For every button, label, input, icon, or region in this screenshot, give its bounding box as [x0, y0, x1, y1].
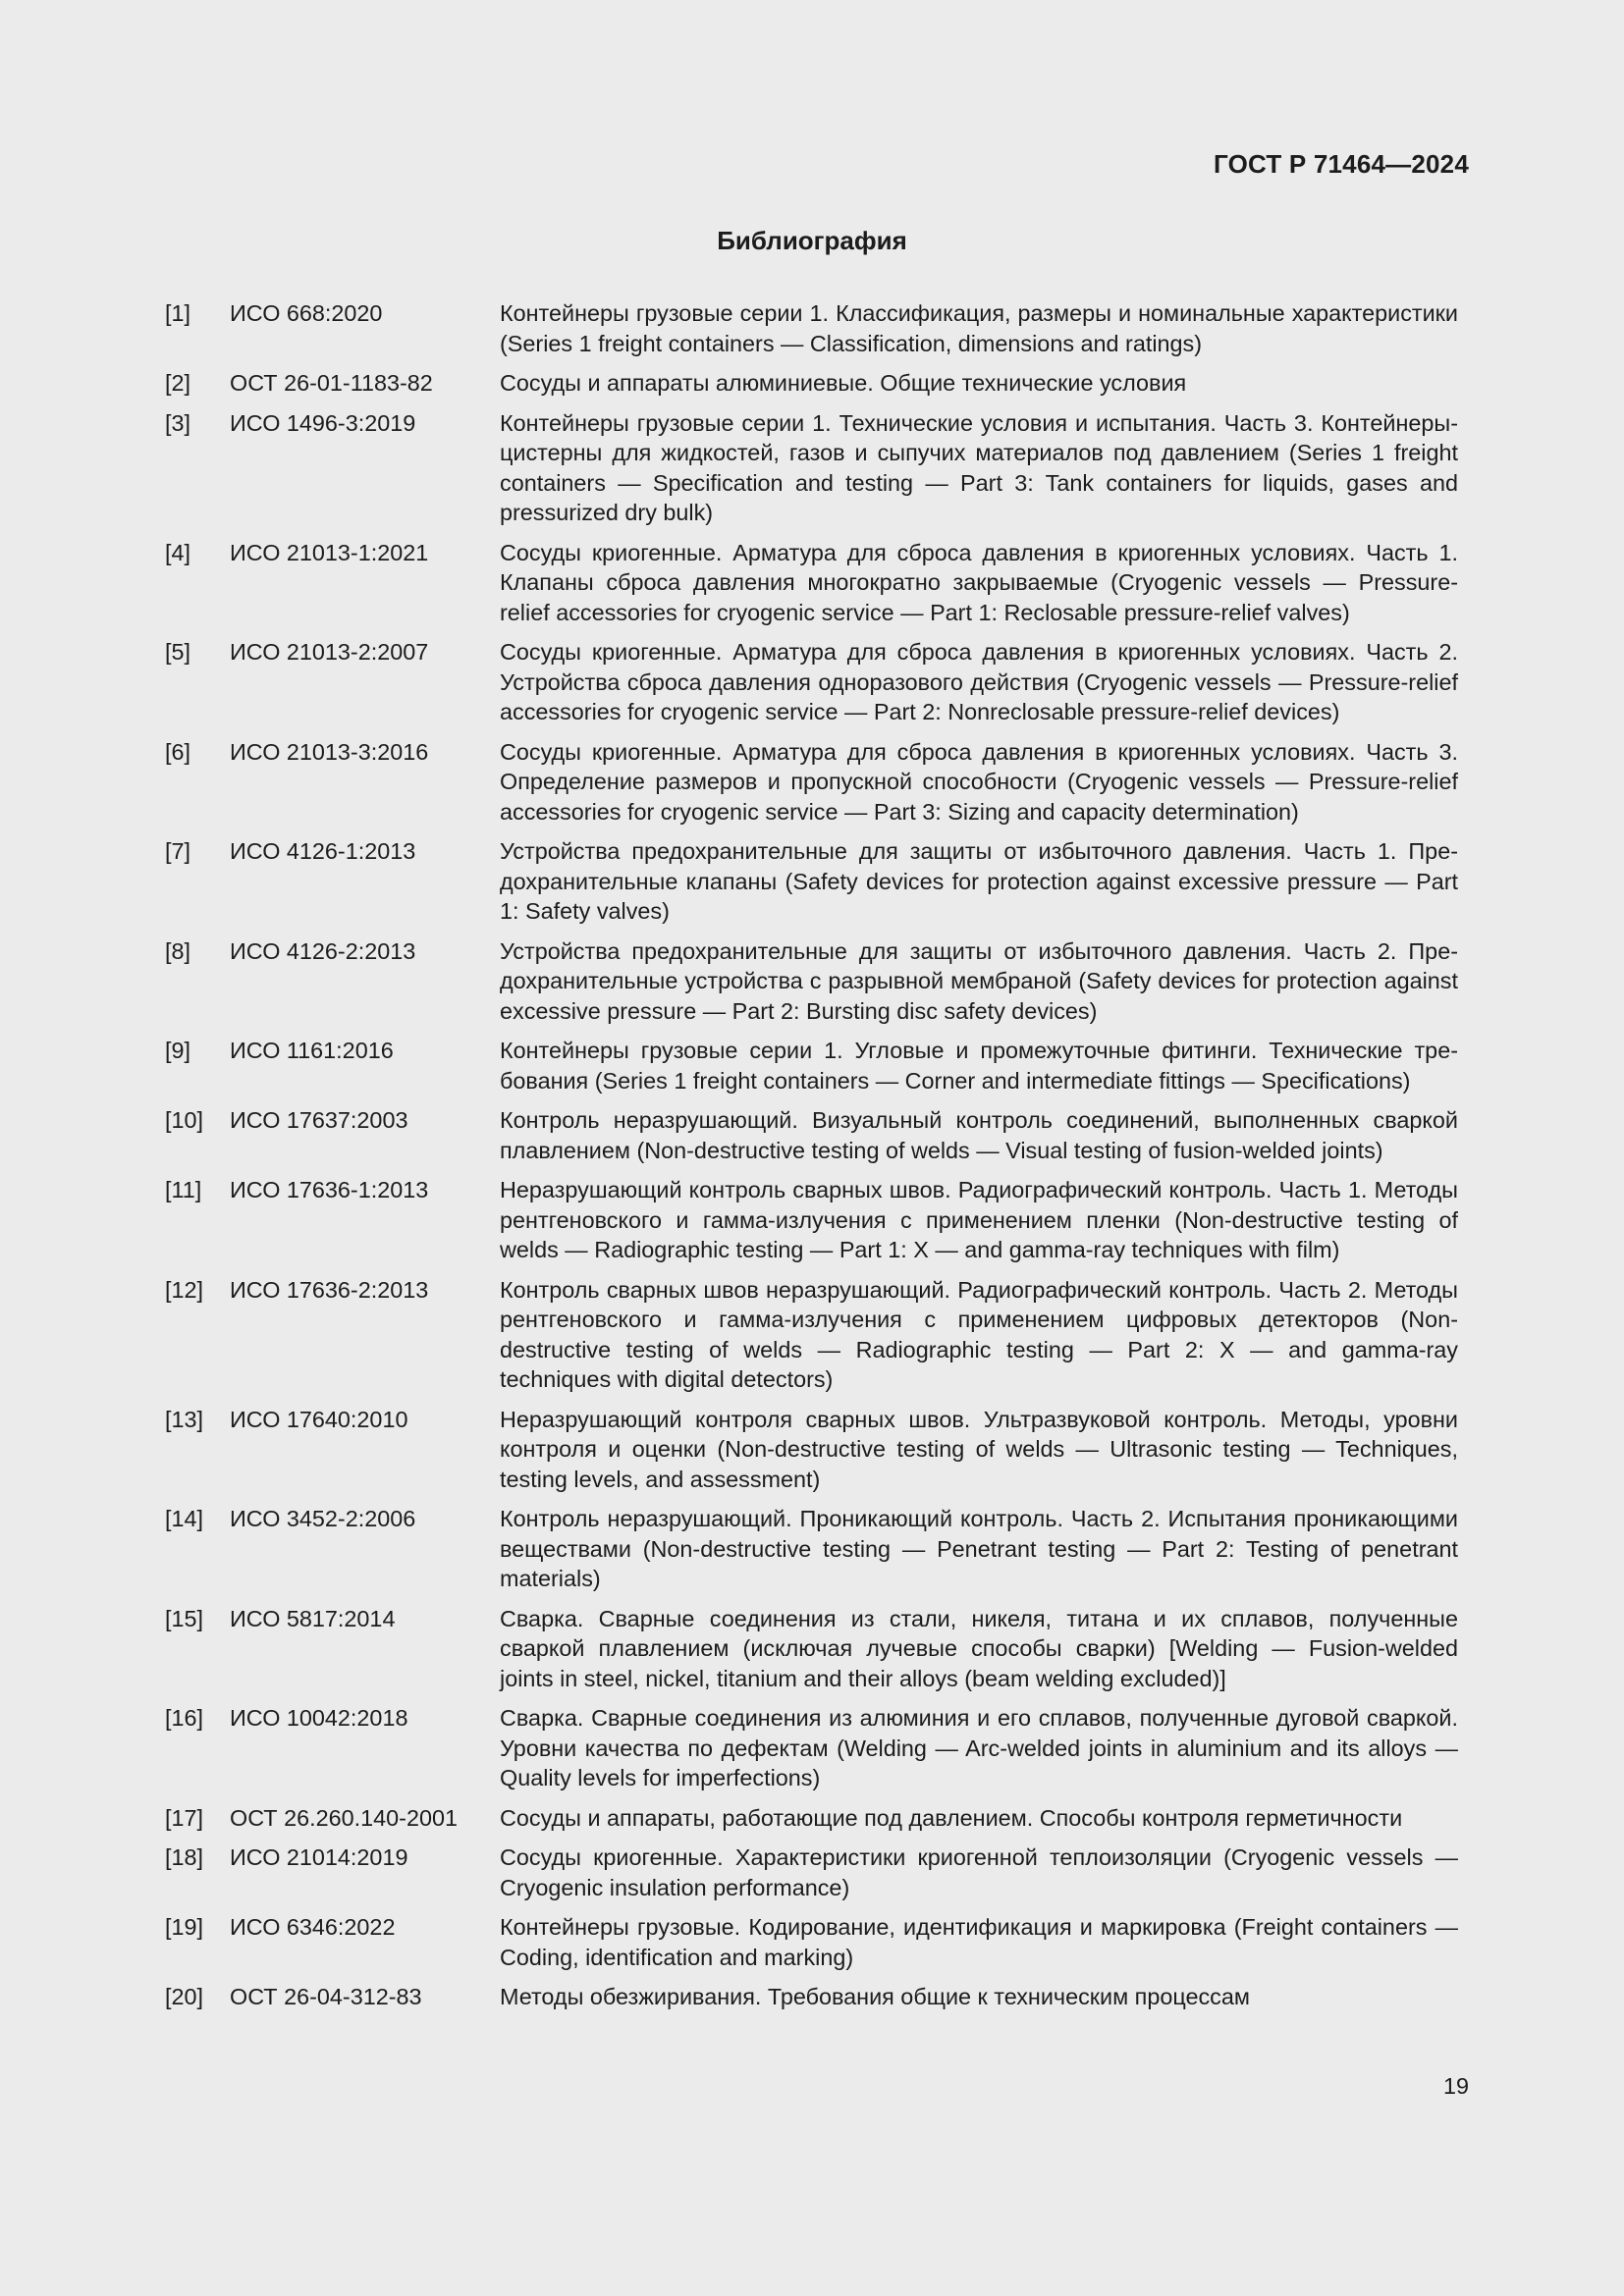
bibliography-entry	[165, 737, 1458, 828]
entry-standard-code: ИСО 668:2020	[230, 300, 383, 326]
entry-number: [14]	[165, 1506, 204, 1531]
entry-standard-code: ИСО 4126-1:2013	[230, 838, 416, 864]
entry-number: [17]	[165, 1804, 204, 1831]
entry-standard-code: ИСО 3452-2:2006	[230, 1506, 416, 1531]
entry-title: Устройства предохранительные для защиты от избыточного давления. Часть 1. Предохранительные клапаны (Safety devices for protection against excessive pressure — Part 1: Safety valves)	[500, 838, 1458, 924]
entry-title: Контейнеры грузовые серии 1. Технические условия и испытания. Часть 3. Контейнеры-цистерны для жидкостей, газов и сыпучих материалов под давлением (Series 1 freight containers — Specification and testing — Part 3: Tank containers for liquids, gases and pressurized dry bulk)	[500, 409, 1458, 525]
entry-number: [2]	[165, 370, 191, 396]
entry-number: [7]	[165, 838, 191, 864]
entry-title: Методы обезжиривания. Требования общие к техническим процессам	[500, 1984, 1250, 2009]
entry-title: Устройства предохранительные для защиты от избыточного давления. Часть 2. Предохранительные устройства с разрывной мембраной (Safety devices for protection against excessive pressure — Part 2: Bursting disc safety devices)	[500, 937, 1458, 1024]
entry-standard-code: ОСТ 26-01-1183-82	[230, 370, 433, 396]
entry-number: [8]	[165, 937, 191, 964]
entry-number: [20]	[165, 1984, 204, 2009]
entry-standard-code: ИСО 5817:2014	[230, 1605, 396, 1631]
entry-number: [9]	[165, 1038, 191, 1063]
bibliography-entry	[165, 408, 1458, 528]
page-title: Библиография	[717, 226, 907, 255]
bibliography-entry	[165, 1504, 1458, 1594]
entry-title: Контейнеры грузовые серии 1. Угловые и промежуточные фитинги. Технические требования (Series 1 freight containers — Corner and intermediate fittings — Specifications)	[500, 1038, 1458, 1094]
entry-standard-code: ИСО 1496-3:2019	[230, 409, 416, 436]
bibliography-entry	[165, 1175, 1458, 1265]
entry-number: [5]	[165, 639, 191, 665]
entry-title: Сварка. Сварные соединения из стали, никеля, титана и их сплавов, полученные сваркой плавлением (исключая лучевые способы сварки) [Welding — Fusion-welded joints in steel, nickel, titanium and their alloys (beam welding excluded)]	[500, 1605, 1458, 1691]
bibliography-entry	[165, 1842, 1458, 1902]
entry-title: Контроль сварных швов неразрушающий. Радиографический контроль. Часть 2. Методы рентгеновского и гамма-излучения с применением цифровых детекторов (Non-destructive testing of welds — Radiographic testing — Part 2: X — and gamma-ray techniques with digital detectors)	[500, 1276, 1458, 1392]
entry-number: [11]	[165, 1177, 202, 1202]
entry-number: [3]	[165, 409, 191, 436]
entry-standard-code: ИСО 17636-2:2013	[230, 1276, 429, 1303]
bibliography-list	[165, 298, 1458, 2022]
bibliography-entry	[165, 637, 1458, 727]
entry-standard-code: ИСО 1161:2016	[230, 1038, 394, 1063]
entry-title: Сварка. Сварные соединения из алюминия и его сплавов, полученные дуговой сваркой. Уровни качества по дефектам (Welding — Arc-welded joints in aluminium and its alloys — Quality levels for imperfections)	[500, 1705, 1458, 1790]
entry-number: [1]	[165, 300, 191, 326]
page-number: 19	[1442, 2073, 1469, 2099]
entry-number: [6]	[165, 738, 191, 765]
bibliography-entry	[165, 1604, 1458, 1694]
entry-number: [15]	[165, 1605, 204, 1631]
entry-standard-code: ИСО 17640:2010	[230, 1406, 408, 1432]
document-code: ГОСТ Р 71464—2024	[1214, 149, 1469, 179]
entry-number: [13]	[165, 1406, 204, 1432]
entry-standard-code: ИСО 21013-2:2007	[230, 639, 429, 665]
bibliography-entry	[165, 368, 1458, 399]
bibliography-entry	[165, 1105, 1458, 1165]
bibliography-entry	[165, 1405, 1458, 1495]
bibliography-entry	[165, 1703, 1458, 1793]
entry-title: Сосуды криогенные. Арматура для сброса давления в криогенных условиях. Часть 2. Устройства сброса давления одноразового действия (Cryogenic vessels — Pressure-relief accessories for cryogenic service — Part 2: Nonreclosable pressure-relief devices)	[500, 639, 1458, 724]
entry-standard-code: ОСТ 26-04-312-83	[230, 1984, 422, 2009]
entry-standard-code: ИСО 21013-1:2021	[230, 539, 429, 565]
entry-title: Сосуды и аппараты алюминиевые. Общие технические условия	[500, 370, 1187, 396]
entry-title: Контроль неразрушающий. Визуальный контроль соединений, выполненных сваркой плавлением (Non-destructive testing of welds — Visual testing of fusion-welded joints)	[500, 1107, 1458, 1163]
entry-standard-code: ИСО 17636-1:2013	[230, 1177, 429, 1202]
entry-title: Сосуды криогенные. Арматура для сброса давления в криогенных условиях. Часть 1. Клапаны сброса давления многократно закрываемые (Cryogenic vessels — Pressure-relief accessories for cryogenic service — Part 1: Reclosable pressure-relief valves)	[500, 539, 1458, 625]
entry-standard-code: ИСО 6346:2022	[230, 1914, 396, 1940]
entry-title: Неразрушающий контроль сварных швов. Радиографический контроль. Часть 1. Методы рентгеновского и гамма-излучения с применением пленки (Non-destructive testing of welds — Radiographic testing — Part 1: X — and gamma-ray techniques with film)	[500, 1177, 1458, 1262]
entry-number: [19]	[165, 1914, 204, 1940]
entry-number: [4]	[165, 539, 191, 565]
entry-title: Сосуды криогенные. Характеристики криогенной теплоизоляции (Cryogenic vessels — Cryogenic insulation performance)	[500, 1844, 1458, 1900]
entry-title: Контейнеры грузовые серии 1. Классификация, размеры и номинальные характеристики (Series 1 freight containers — Classification, dimensions and ratings)	[500, 300, 1458, 356]
bibliography-entry	[165, 1912, 1458, 1972]
entry-standard-code: ИСО 17637:2003	[230, 1107, 408, 1133]
bibliography-entry	[165, 1803, 1458, 1834]
entry-number: [10]	[165, 1107, 204, 1133]
bibliography-entry	[165, 538, 1458, 628]
entry-standard-code: ИСО 21014:2019	[230, 1844, 408, 1870]
entry-number: [12]	[165, 1276, 204, 1303]
entry-standard-code: ИСО 4126-2:2013	[230, 937, 416, 964]
entry-number: [16]	[165, 1705, 204, 1731]
bibliography-entry	[165, 1036, 1458, 1095]
entry-title: Сосуды и аппараты, работающие под давлением. Способы контроля герметичности	[500, 1804, 1403, 1831]
entry-number: [18]	[165, 1844, 204, 1870]
bibliography-entry	[165, 1275, 1458, 1395]
entry-title: Сосуды криогенные. Арматура для сброса давления в криогенных условиях. Часть 3. Определение размеров и пропускной способности (Cryogenic vessels — Pressure-relief accessories for cryogenic service — Part 3: Sizing and capacity determination)	[500, 738, 1458, 825]
entry-standard-code: ИСО 10042:2018	[230, 1705, 408, 1731]
entry-title: Контроль неразрушающий. Проникающий контроль. Часть 2. Испытания проникающими веществами (Non-destructive testing — Penetrant testing — Part 2: Testing of penetrant materials)	[500, 1506, 1458, 1591]
bibliography-entry	[165, 1982, 1458, 2012]
bibliography-entry	[165, 298, 1458, 358]
bibliography-entry	[165, 836, 1458, 927]
bibliography-entry	[165, 936, 1458, 1027]
entry-title: Контейнеры грузовые. Кодирование, идентификация и маркировка (Freight containers — Coding, identification and marking)	[500, 1914, 1458, 1970]
entry-title: Неразрушающий контроля сварных швов. Ультразвуковой контроль. Методы, уровни контроля и оценки (Non-destructive testing of welds — Ultrasonic testing — Techniques, testing levels, and assessment)	[500, 1406, 1458, 1492]
entry-standard-code: ИСО 21013-3:2016	[230, 738, 429, 765]
entry-standard-code: ОСТ 26.260.140-2001	[230, 1804, 458, 1831]
